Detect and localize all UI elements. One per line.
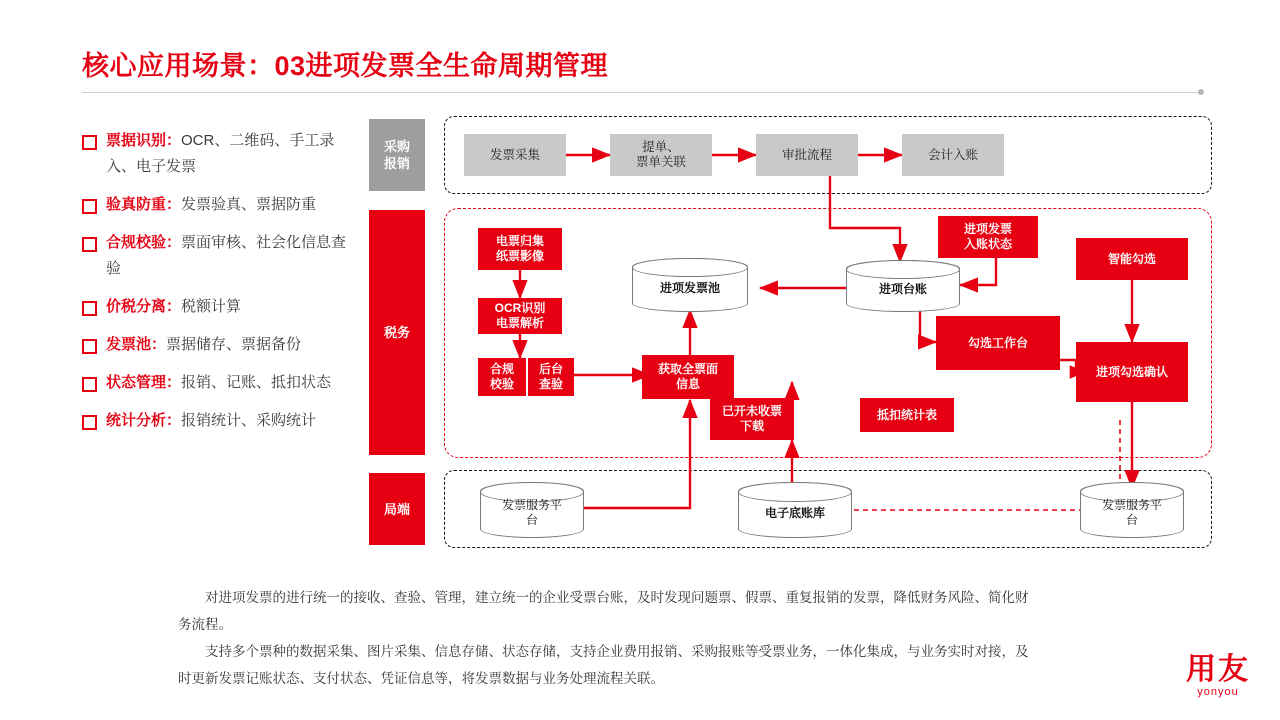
node-compliance-check[interactable]: 合规 校验 — [478, 358, 526, 396]
node-approval[interactable]: 审批流程 — [756, 134, 858, 176]
list-item-desc: 报销、记账、抵扣状态 — [181, 374, 332, 391]
list-item-term: 统计分析： — [106, 412, 182, 429]
list-item — [82, 128, 354, 180]
yonyou-logo — [1186, 654, 1250, 698]
list-item-desc: 票据储存、票据备份 — [166, 336, 302, 353]
square-bullet-icon — [82, 199, 97, 214]
list-item-term: 状态管理： — [106, 374, 182, 391]
node-backend-verify[interactable]: 后台 查验 — [528, 358, 574, 396]
node-invoice-collect[interactable]: 发票采集 — [464, 134, 566, 176]
node-ocr-parse[interactable]: OCR识别 电票解析 — [478, 298, 562, 334]
list-item-desc: OCR、二维码、手工录入、电子发票 — [106, 132, 335, 175]
feature-list — [82, 128, 354, 446]
node-select-workbench[interactable]: 勾选工作台 — [936, 316, 1060, 370]
datastore-invoice-pool[interactable]: 进项发票池 — [632, 258, 748, 312]
logo-text-cn: 用友 — [1186, 653, 1250, 686]
square-bullet-icon — [82, 415, 97, 430]
square-bullet-icon — [82, 301, 97, 316]
title-divider-dot — [1198, 89, 1204, 95]
list-item-desc: 报销统计、采购统计 — [181, 412, 317, 429]
title-divider — [82, 92, 1202, 93]
list-item-desc: 发票验真、票据防重 — [181, 196, 317, 213]
list-item — [82, 192, 354, 218]
list-item — [82, 294, 354, 320]
description-paragraph-2: 支持多个票种的数据采集、图片采集、信息存储、状态存储，支持企业费用报销、采购报账等受票业务，一体化集成，与业务实时对接，及时更新发票记账状态、支付状态、凭证信息等，将发票数据与业务处理流程关联。 — [178, 644, 1029, 686]
logo-text-en: yonyou — [1197, 686, 1239, 698]
list-item-term: 验真防重： — [106, 196, 182, 213]
list-item — [82, 230, 354, 282]
list-item-desc: 票面审核、社会化信息查验 — [106, 234, 347, 277]
list-item-term: 价税分离： — [106, 298, 182, 315]
lane-label-bureau: 局端 — [369, 473, 425, 545]
list-item-term: 合规校验： — [106, 234, 182, 251]
square-bullet-icon — [82, 339, 97, 354]
node-bill-link[interactable]: 提单、 票单关联 — [610, 134, 712, 176]
list-item-term: 发票池： — [106, 336, 167, 353]
datastore-invoice-ledger[interactable]: 进项台账 — [846, 260, 960, 312]
node-e-invoice-gather[interactable]: 电票归集 纸票影像 — [478, 228, 562, 270]
node-smart-select[interactable]: 智能勾选 — [1076, 238, 1188, 280]
lane-label-purchase: 采购 报销 — [369, 119, 425, 191]
datastore-invoice-platform-left[interactable]: 发票服务平 台 — [480, 482, 584, 538]
list-item — [82, 408, 354, 434]
lane-label-tax: 税务 — [369, 210, 425, 455]
node-issued-unreceived[interactable]: 已开未收票 下载 — [710, 398, 794, 440]
list-item — [82, 370, 354, 396]
node-deduction-stat[interactable]: 抵扣统计表 — [860, 398, 954, 432]
list-item-term: 票据识别： — [106, 132, 182, 149]
datastore-invoice-platform-right[interactable]: 发票服务平 台 — [1080, 482, 1184, 538]
square-bullet-icon — [82, 237, 97, 252]
node-accounting[interactable]: 会计入账 — [902, 134, 1004, 176]
list-item — [82, 332, 354, 358]
description-paragraph-1: 对进项发票的进行统一的接收、查验、管理，建立统一的企业受票台账，及时发现问题票、假票、重复报销的发票，降低财务风险、简化财务流程。 — [178, 590, 1029, 632]
square-bullet-icon — [82, 135, 97, 150]
page-title: 核心应用场景：03进项发票全生命周期管理 — [82, 51, 609, 81]
node-entry-status[interactable]: 进项发票 入账状态 — [938, 216, 1038, 258]
node-select-confirm[interactable]: 进项勾选确认 — [1076, 342, 1188, 402]
node-get-full-info[interactable]: 获取全票面 信息 — [642, 355, 734, 399]
description-text — [178, 584, 1038, 692]
list-item-desc: 税额计算 — [181, 298, 242, 315]
datastore-e-ledger-db[interactable]: 电子底账库 — [738, 482, 852, 538]
lifecycle-diagram — [360, 110, 1220, 570]
square-bullet-icon — [82, 377, 97, 392]
